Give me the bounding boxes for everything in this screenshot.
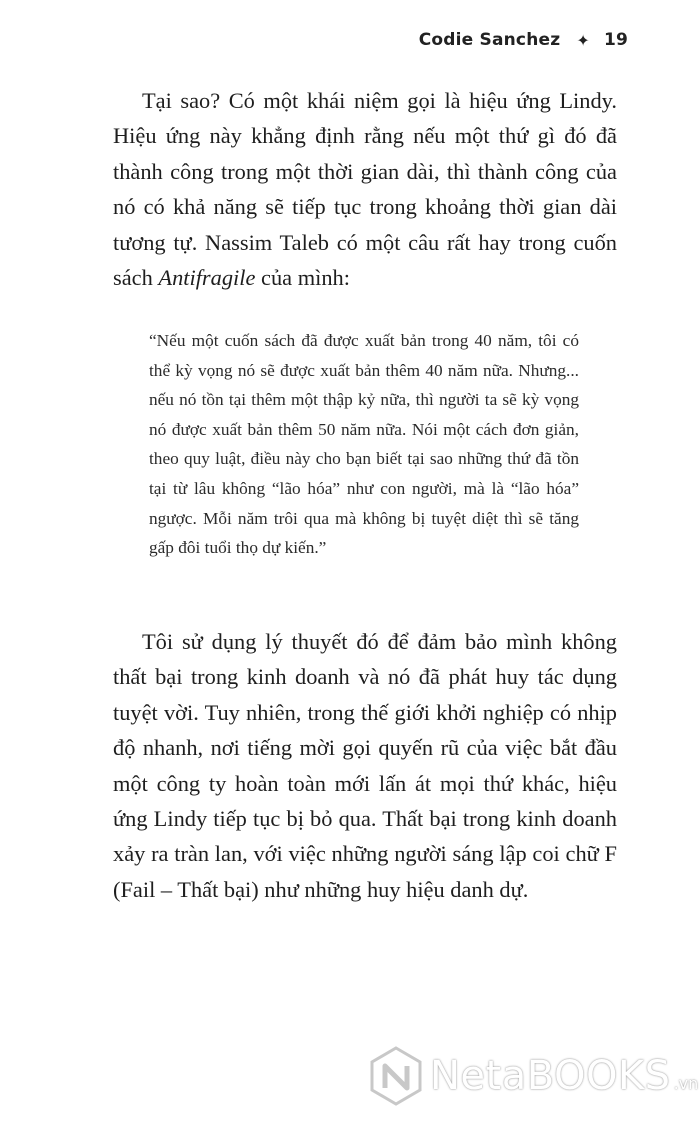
block-quote: “Nếu một cuốn sách đã được xuất bản trong 40 năm, tôi có thể kỳ vọng nó sẽ được xuất bản thêm 40 năm nữa. Nhưng... nếu nó tồn tại thêm một thập kỷ nữa, thì người ta sẽ kỳ vọng nó được xuất bản thêm 50 năm nữa. Nói một cách đơn giản, theo quy luật, điều này cho bạn biết tại sao những thứ đã tồn tại từ lâu không “lão hóa” như con người, mà là “lão hóa” ngược. Mỗi năm trôi qua mà không bị tuyệt diệt thì sẽ tăng gấp đôi tuổi thọ dự kiến.” [149, 331, 579, 558]
running-header [419, 30, 628, 50]
body-paragraph [113, 83, 617, 295]
page-number: 19 [603, 30, 628, 50]
body-paragraph [113, 624, 617, 907]
paragraph-text: Tôi sử dụng lý thuyết đó để đảm bảo mình không thất bại trong kinh doanh và nó đã phát huy tác dụng tuyệt vời. Tuy nhiên, trong thế giới khởi nghiệp có nhịp độ nhanh, nơi tiếng mời gọi quyến rũ của việc bắt đầu một công ty hoàn toàn mới lấn át mọi thứ khác, hiệu ứng Lindy tiếp tục bị bỏ qua. Thất bại trong kinh doanh xảy ra tràn lan, với việc những người sáng lập coi chữ F (Fail – Thất bại) như những huy hiệu danh dự. [113, 629, 617, 902]
netabooks-watermark [368, 1045, 698, 1107]
netabooks-hexagon-logo-icon [368, 1045, 424, 1107]
watermark-brand: NetaBOOKS [430, 1053, 671, 1099]
paragraph-text: Tại sao? Có một khái niệm gọi là hiệu ứng Lindy. Hiệu ứng này khẳng định rằng nếu một thứ gì đó đã thành công trong một thời gian dài, thì thành công của nó có khả năng sẽ tiếp tục trong khoảng thời gian dài tương tự. Nassim Taleb có một câu rất hay trong cuốn sách [113, 88, 617, 291]
author-name: Codie Sanchez [418, 30, 561, 50]
book-title-italic: Antifragile [158, 265, 256, 291]
watermark-tld: .vn [673, 1073, 699, 1093]
four-point-star-icon: ✦ [576, 30, 590, 50]
paragraph-text: của mình: [255, 265, 350, 291]
